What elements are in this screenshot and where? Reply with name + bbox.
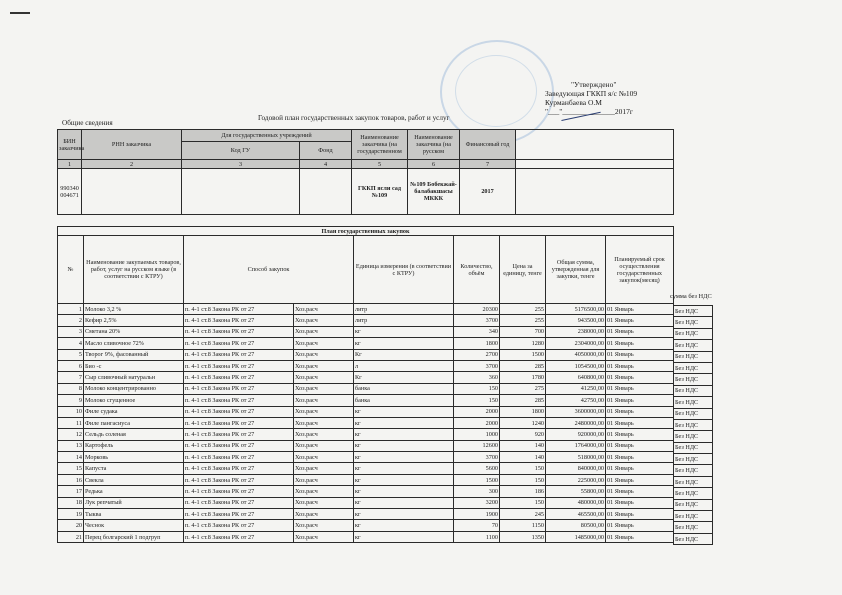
quantity: 70: [454, 520, 500, 531]
row-num: 13: [58, 440, 84, 451]
vat-status: Без НДС: [674, 317, 713, 328]
method-law: п. 4-1 ст.8 Закона РК от 27: [184, 395, 294, 406]
item-name: Свекла: [84, 474, 184, 485]
customer-gu-code: [182, 169, 300, 215]
table-row: [58, 452, 674, 463]
table-row: [674, 442, 713, 453]
table-row: [58, 520, 674, 531]
header-unit: Единица измерения (в соответствии с КТРУ): [354, 236, 454, 304]
total-sum: 943500,00: [546, 315, 606, 326]
row-num: 18: [58, 497, 84, 508]
header-total: Общая сумма, утвержденная для закупки, тенге: [546, 236, 606, 304]
vat-status: Без НДС: [674, 465, 713, 476]
unit-price: 285: [500, 395, 546, 406]
row-num: 21: [58, 531, 84, 542]
row-num: 15: [58, 463, 84, 474]
header-qty: Количество, объём: [454, 236, 500, 304]
vat-status: Без НДС: [674, 454, 713, 465]
unit-price: 700: [500, 326, 546, 337]
vat-column: [673, 305, 713, 545]
method-type: Хоз.расч: [294, 509, 354, 520]
unit-price: 1800: [500, 406, 546, 417]
table-row: [674, 340, 713, 351]
quantity: 3700: [454, 452, 500, 463]
fin-year: 2017: [460, 169, 516, 215]
quantity: 1900: [454, 509, 500, 520]
vat-status: Без НДС: [674, 397, 713, 408]
total-sum: 640800,00: [546, 372, 606, 383]
table-row: [58, 349, 674, 360]
method-law: п. 4-1 ст.8 Закона РК от 27: [184, 315, 294, 326]
row-num: 6: [58, 360, 84, 371]
purchase-month: 01 Январь: [606, 474, 674, 485]
table-row: [58, 509, 674, 520]
method-law: п. 4-1 ст.8 Закона РК от 27: [184, 383, 294, 394]
purchase-month: 01 Январь: [606, 509, 674, 520]
unit: кг: [354, 338, 454, 349]
header-gu-code: Код ГУ: [182, 142, 300, 160]
quantity: 1000: [454, 429, 500, 440]
col-num: 2: [82, 160, 182, 169]
customer-name-state: ГККП ясли сад №109: [352, 169, 408, 215]
purchase-month: 01 Январь: [606, 383, 674, 394]
item-name: Молоко концентрированно: [84, 383, 184, 394]
table-row: [674, 374, 713, 385]
table-row: [58, 474, 674, 485]
quantity: 2000: [454, 417, 500, 428]
method-type: Хоз.расч: [294, 372, 354, 383]
customer-fund: [300, 169, 352, 215]
table-row: [674, 385, 713, 396]
purchase-month: 01 Январь: [606, 326, 674, 337]
table-row: [674, 454, 713, 465]
total-sum: 518000,00: [546, 452, 606, 463]
table-row: [58, 360, 674, 371]
purchase-month: 01 Январь: [606, 463, 674, 474]
table-row: [674, 328, 713, 339]
total-sum: 3600000,00: [546, 406, 606, 417]
quantity: 2700: [454, 349, 500, 360]
header-method: Способ закупок: [184, 236, 354, 304]
customer-name-ru: №109 Бобекжай-балабакшасы МККК: [408, 169, 460, 215]
table-row: [674, 533, 713, 544]
document-title: Годовой план государственных закупок товаров, работ и услуг: [258, 114, 450, 122]
purchase-month: 01 Январь: [606, 406, 674, 417]
item-name: Лук репчатый: [84, 497, 184, 508]
purchase-month: 01 Январь: [606, 520, 674, 531]
method-type: Хоз.расч: [294, 338, 354, 349]
header-gov: Для государственных учреждений: [182, 130, 352, 142]
purchase-month: 01 Январь: [606, 360, 674, 371]
method-type: Хоз.расч: [294, 463, 354, 474]
purchase-month: 01 Январь: [606, 417, 674, 428]
table-row: [674, 317, 713, 328]
unit-price: 140: [500, 452, 546, 463]
row-num: 1: [58, 304, 84, 315]
item-name: Сметана 20%: [84, 326, 184, 337]
method-law: п. 4-1 ст.8 Закона РК от 27: [184, 360, 294, 371]
table-row: [58, 304, 674, 315]
row-num: 19: [58, 509, 84, 520]
purchase-month: 01 Январь: [606, 497, 674, 508]
table-row: [58, 440, 674, 451]
approval-line-3: Курманбаева О.М: [545, 98, 602, 107]
unit: Кг: [354, 349, 454, 360]
method-type: Хоз.расч: [294, 520, 354, 531]
method-type: Хоз.расч: [294, 486, 354, 497]
item-name: Молоко сгущенное: [84, 395, 184, 406]
item-name: Перец болгарский 1 подгруп: [84, 531, 184, 542]
table-row: [674, 499, 713, 510]
vat-status: Без НДС: [674, 419, 713, 430]
unit: кг: [354, 531, 454, 542]
method-type: Хоз.расч: [294, 440, 354, 451]
unit-price: 1280: [500, 338, 546, 349]
unit: Кг: [354, 372, 454, 383]
item-name: Сыр сливочный натуральн: [84, 372, 184, 383]
col-num: 4: [300, 160, 352, 169]
quantity: 1500: [454, 474, 500, 485]
quantity: 1100: [454, 531, 500, 542]
item-name: Сельдь соленая: [84, 429, 184, 440]
item-name: Картофель: [84, 440, 184, 451]
unit: банка: [354, 395, 454, 406]
purchase-month: 01 Январь: [606, 452, 674, 463]
vat-status: Без НДС: [674, 488, 713, 499]
quantity: 3200: [454, 497, 500, 508]
row-num: 10: [58, 406, 84, 417]
method-law: п. 4-1 ст.8 Закона РК от 27: [184, 452, 294, 463]
table-row: [674, 511, 713, 522]
method-type: Хоз.расч: [294, 429, 354, 440]
unit-price: 1500: [500, 349, 546, 360]
row-num: 20: [58, 520, 84, 531]
row-num: 5: [58, 349, 84, 360]
item-name: Кефир 2,5%: [84, 315, 184, 326]
row-num: 4: [58, 338, 84, 349]
method-type: Хоз.расч: [294, 531, 354, 542]
method-law: п. 4-1 ст.8 Закона РК от 27: [184, 417, 294, 428]
vat-status: Без НДС: [674, 306, 713, 317]
unit-price: 255: [500, 304, 546, 315]
col-num: 3: [182, 160, 300, 169]
purchase-month: 01 Январь: [606, 440, 674, 451]
plan-caption: План государственных закупок: [58, 227, 674, 236]
empty-cell: [516, 169, 674, 215]
approval-line-4: "___"______________2017г: [545, 107, 633, 116]
table-row: [58, 395, 674, 406]
item-name: Творог 9%, фасованный: [84, 349, 184, 360]
unit-price: 150: [500, 497, 546, 508]
method-type: Хоз.расч: [294, 406, 354, 417]
method-law: п. 4-1 ст.8 Закона РК от 27: [184, 349, 294, 360]
item-name: Чеснок: [84, 520, 184, 531]
method-type: Хоз.расч: [294, 349, 354, 360]
purchase-month: 01 Январь: [606, 349, 674, 360]
header-num: №: [58, 236, 84, 304]
method-law: п. 4-1 ст.8 Закона РК от 27: [184, 463, 294, 474]
table-row: [58, 326, 674, 337]
quantity: 20300: [454, 304, 500, 315]
item-name: Масло сливочное 72%: [84, 338, 184, 349]
unit-price: 245: [500, 509, 546, 520]
table-row: [58, 531, 674, 542]
header-rnn: РНН заказчика: [82, 130, 182, 160]
item-name: Филе пангасиуса: [84, 417, 184, 428]
table-row: [674, 351, 713, 362]
total-sum: 480000,00: [546, 497, 606, 508]
header-fund: Фонд: [300, 142, 352, 160]
quantity: 1800: [454, 338, 500, 349]
table-row: [674, 476, 713, 487]
unit: кг: [354, 474, 454, 485]
total-sum: 225000,00: [546, 474, 606, 485]
row-num: 7: [58, 372, 84, 383]
general-info-table: [57, 129, 674, 215]
method-law: п. 4-1 ст.8 Закона РК от 27: [184, 429, 294, 440]
vat-status: Без НДС: [674, 533, 713, 544]
method-type: Хоз.расч: [294, 417, 354, 428]
table-row: [674, 408, 713, 419]
purchase-month: 01 Январь: [606, 304, 674, 315]
quantity: 340: [454, 326, 500, 337]
purchase-month: 01 Январь: [606, 338, 674, 349]
col-num: 7: [460, 160, 516, 169]
unit-price: 150: [500, 463, 546, 474]
table-row: [58, 338, 674, 349]
approval-line-2: Заведующая ГККП я/с №109: [545, 89, 638, 98]
header-item-name: Наименование закупаемых товаров, работ, услуг на русском языке (в соответствии с КТРУ): [84, 236, 184, 304]
row-num: 11: [58, 417, 84, 428]
method-type: Хоз.расч: [294, 452, 354, 463]
header-name-state: Наименование заказчика (на государственном: [352, 130, 408, 160]
method-type: Хоз.расч: [294, 304, 354, 315]
col-num: 5: [352, 160, 408, 169]
unit-price: 1780: [500, 372, 546, 383]
total-sum: 840000,00: [546, 463, 606, 474]
header-vat: сумма без НДС: [670, 293, 712, 300]
total-sum: 238000,00: [546, 326, 606, 337]
table-row: [674, 488, 713, 499]
total-sum: 4050000,00: [546, 349, 606, 360]
unit-price: 920: [500, 429, 546, 440]
method-type: Хоз.расч: [294, 326, 354, 337]
vat-status: Без НДС: [674, 362, 713, 373]
vat-status: Без НДС: [674, 511, 713, 522]
vat-status: Без НДС: [674, 442, 713, 453]
item-name: Капуста: [84, 463, 184, 474]
total-sum: 2480000,00: [546, 417, 606, 428]
total-sum: 42750,00: [546, 395, 606, 406]
table-row: [58, 429, 674, 440]
method-law: п. 4-1 ст.8 Закона РК от 27: [184, 486, 294, 497]
purchase-month: 01 Январь: [606, 315, 674, 326]
quantity: 150: [454, 383, 500, 394]
table-row: [674, 465, 713, 476]
total-sum: 1054500,00: [546, 360, 606, 371]
unit: кг: [354, 326, 454, 337]
method-type: Хоз.расч: [294, 315, 354, 326]
quantity: 3700: [454, 315, 500, 326]
table-row: [674, 431, 713, 442]
item-name: Филе судака: [84, 406, 184, 417]
table-row: [58, 315, 674, 326]
item-name: Молоко 3,2 %: [84, 304, 184, 315]
vat-status: Без НДС: [674, 328, 713, 339]
table-row: [58, 383, 674, 394]
unit: л: [354, 360, 454, 371]
row-num: 9: [58, 395, 84, 406]
unit: кг: [354, 452, 454, 463]
unit: литр: [354, 304, 454, 315]
table-row: [674, 306, 713, 317]
method-law: п. 4-1 ст.8 Закона РК от 27: [184, 304, 294, 315]
method-type: Хоз.расч: [294, 360, 354, 371]
total-sum: 465500,00: [546, 509, 606, 520]
table-row: [58, 417, 674, 428]
approval-stamp-inner-ring: [455, 55, 537, 127]
unit: кг: [354, 429, 454, 440]
item-name: Морковь: [84, 452, 184, 463]
total-sum: 5176500,00: [546, 304, 606, 315]
method-law: п. 4-1 ст.8 Закона РК от 27: [184, 509, 294, 520]
method-law: п. 4-1 ст.8 Закона РК от 27: [184, 406, 294, 417]
empty-cell: [516, 160, 674, 169]
unit: кг: [354, 509, 454, 520]
col-num: 1: [58, 160, 82, 169]
method-type: Хоз.расч: [294, 395, 354, 406]
vat-status: Без НДС: [674, 385, 713, 396]
quantity: 5600: [454, 463, 500, 474]
purchase-month: 01 Январь: [606, 395, 674, 406]
unit-price: 150: [500, 474, 546, 485]
unit: кг: [354, 520, 454, 531]
unit: кг: [354, 486, 454, 497]
total-sum: 2304000,00: [546, 338, 606, 349]
method-type: Хоз.расч: [294, 474, 354, 485]
vat-status: Без НДС: [674, 340, 713, 351]
total-sum: 55800,00: [546, 486, 606, 497]
table-row: [58, 486, 674, 497]
method-law: п. 4-1 ст.8 Закона РК от 27: [184, 497, 294, 508]
quantity: 150: [454, 395, 500, 406]
vat-status: Без НДС: [674, 408, 713, 419]
corner-dash: [10, 12, 30, 14]
procurement-plan-table: [57, 226, 674, 543]
total-sum: 80500,00: [546, 520, 606, 531]
method-law: п. 4-1 ст.8 Закона РК от 27: [184, 531, 294, 542]
row-num: 14: [58, 452, 84, 463]
total-sum: 41250,00: [546, 383, 606, 394]
unit-price: 255: [500, 315, 546, 326]
approval-line-1: "Утверждено": [571, 80, 617, 89]
table-row: [674, 522, 713, 533]
method-law: п. 4-1 ст.8 Закона РК от 27: [184, 326, 294, 337]
table-row: [58, 406, 674, 417]
unit-price: 275: [500, 383, 546, 394]
unit-price: 140: [500, 440, 546, 451]
unit: литр: [354, 315, 454, 326]
quantity: 3700: [454, 360, 500, 371]
vat-status: Без НДС: [674, 351, 713, 362]
method-type: Хоз.расч: [294, 383, 354, 394]
table-row: [58, 497, 674, 508]
purchase-month: 01 Январь: [606, 486, 674, 497]
quantity: 360: [454, 372, 500, 383]
row-num: 17: [58, 486, 84, 497]
method-law: п. 4-1 ст.8 Закона РК от 27: [184, 440, 294, 451]
unit: кг: [354, 440, 454, 451]
method-law: п. 4-1 ст.8 Закона РК от 27: [184, 520, 294, 531]
vat-status: Без НДС: [674, 374, 713, 385]
table-row: [58, 463, 674, 474]
table-row: [674, 397, 713, 408]
unit-price: 285: [500, 360, 546, 371]
header-price: Цена за единицу, тенге: [500, 236, 546, 304]
item-name: Редька: [84, 486, 184, 497]
purchase-month: 01 Январь: [606, 429, 674, 440]
method-law: п. 4-1 ст.8 Закона РК от 27: [184, 474, 294, 485]
header-bin: БИН заказчика: [58, 130, 82, 160]
unit: кг: [354, 406, 454, 417]
unit: банка: [354, 383, 454, 394]
total-sum: 1485000,00: [546, 531, 606, 542]
quantity: 12600: [454, 440, 500, 451]
header-name-ru: Наименование заказчика (на русском: [408, 130, 460, 160]
table-row: [58, 372, 674, 383]
unit-price: 1240: [500, 417, 546, 428]
vat-status: Без НДС: [674, 476, 713, 487]
unit-price: 186: [500, 486, 546, 497]
empty-cell: [516, 130, 674, 160]
item-name: Био -с: [84, 360, 184, 371]
purchase-month: 01 Январь: [606, 372, 674, 383]
col-num: 6: [408, 160, 460, 169]
row-num: 12: [58, 429, 84, 440]
customer-bin: 990340004671: [58, 169, 82, 215]
method-law: п. 4-1 ст.8 Закона РК от 27: [184, 338, 294, 349]
method-type: Хоз.расч: [294, 497, 354, 508]
row-num: 2: [58, 315, 84, 326]
quantity: 300: [454, 486, 500, 497]
vat-status: Без НДС: [674, 522, 713, 533]
unit: кг: [354, 463, 454, 474]
vat-status: Без НДС: [674, 431, 713, 442]
quantity: 2000: [454, 406, 500, 417]
general-info-heading: Общие сведения: [62, 119, 113, 127]
item-name: Тыква: [84, 509, 184, 520]
unit-price: 1150: [500, 520, 546, 531]
table-row: [674, 419, 713, 430]
customer-rnn: [82, 169, 182, 215]
method-law: п. 4-1 ст.8 Закона РК от 27: [184, 372, 294, 383]
purchase-month: 01 Январь: [606, 531, 674, 542]
row-num: 16: [58, 474, 84, 485]
row-num: 3: [58, 326, 84, 337]
table-row: [674, 362, 713, 373]
header-term: Планируемый срок осуществления государственных закупок(месяц): [606, 236, 674, 304]
header-fin-year: Финансовый год: [460, 130, 516, 160]
unit-price: 1350: [500, 531, 546, 542]
total-sum: 920000,00: [546, 429, 606, 440]
vat-status: Без НДС: [674, 499, 713, 510]
total-sum: 1764000,00: [546, 440, 606, 451]
row-num: 8: [58, 383, 84, 394]
unit: кг: [354, 417, 454, 428]
unit: кг: [354, 497, 454, 508]
